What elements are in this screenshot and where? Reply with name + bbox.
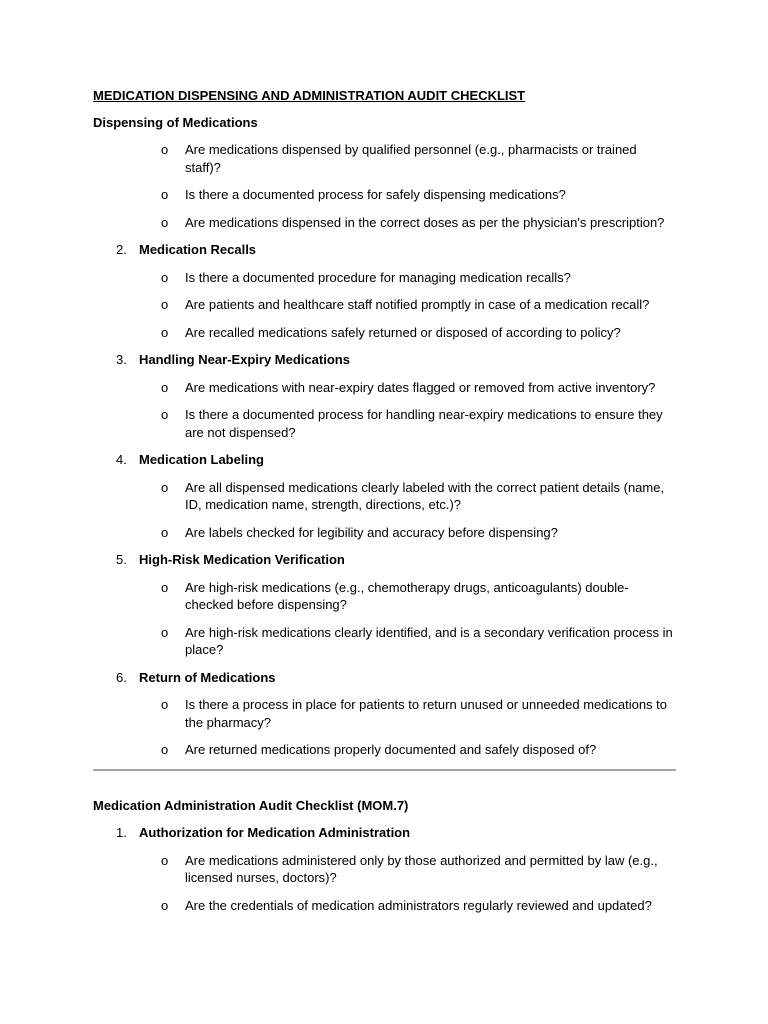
checklist-item — [93, 186, 676, 204]
checklist-item — [93, 524, 676, 542]
section-return — [93, 669, 676, 759]
checklist-item-text: Are high-risk medications clearly identified, and is a secondary verification process in place? — [185, 624, 673, 657]
bullet-mark: o — [161, 379, 169, 395]
checklist-item — [93, 479, 676, 514]
checklist-item — [93, 296, 676, 314]
checklist-item-text: Is there a process in place for patients to return unused or unneeded medications to the pharmacy? — [185, 697, 668, 730]
checklist-item — [93, 379, 676, 397]
bullet-mark: o — [161, 324, 169, 340]
checklist-item — [93, 897, 676, 915]
bullet-mark: o — [161, 852, 169, 868]
checklist-item-text: Are returned medications properly documented and safely disposed of? — [185, 742, 597, 757]
section-heading: Return of Medications — [139, 669, 276, 685]
section-number: 3. — [116, 352, 127, 367]
checklist-item-text: Is there a documented process for handling near-expiry medications to ensure they are not dispensed? — [185, 407, 663, 440]
bullet-mark: o — [161, 579, 169, 595]
section-heading: Medication Labeling — [139, 452, 264, 467]
section-number: 4. — [116, 452, 127, 467]
checklist-item-text: Are medications administered only by those authorized and permitted by law (e.g., licensed nurses, doctors)? — [185, 852, 658, 885]
bullet-mark: o — [161, 297, 169, 312]
administration-group — [93, 797, 676, 915]
section-number: 5. — [116, 552, 127, 567]
dispensing-group — [93, 114, 676, 232]
checklist-item — [93, 852, 676, 887]
checklist-item-text: Are patients and healthcare staff notified promptly in case of a medication recall? — [185, 297, 650, 312]
checklist-item — [93, 269, 676, 287]
checklist-item-text: Are labels checked for legibility and accuracy before dispensing? — [185, 524, 558, 540]
section-number: 6. — [116, 669, 127, 685]
bullet-mark: o — [161, 624, 169, 640]
bullet-mark: o — [161, 269, 169, 285]
numbered-heading — [93, 241, 676, 259]
section-number: 2. — [116, 242, 127, 257]
bullet-mark: o — [161, 897, 169, 913]
bullet-mark: o — [161, 407, 169, 422]
section-number: 1. — [116, 825, 127, 840]
bullet-mark: o — [161, 697, 169, 712]
checklist-item — [93, 141, 676, 176]
section-heading: Medication Recalls — [139, 242, 257, 257]
checklist-item-text: Are high-risk medications (e.g., chemotherapy drugs, anticoagulants) double-checked before dispensing? — [185, 579, 629, 612]
bullet-mark: o — [161, 742, 169, 757]
checklist-item-text: Is there a documented process for safely dispensing medications? — [185, 187, 566, 202]
checklist-item — [93, 406, 676, 441]
checklist-item — [93, 741, 676, 759]
section-near-expiry — [93, 351, 676, 441]
numbered-heading — [93, 824, 676, 842]
checklist-item-text: Are all dispensed medications clearly labeled with the correct patient details (name, ID, medication name, strength, directions, etc.)? — [185, 479, 665, 512]
bullet-mark: o — [161, 479, 169, 495]
checklist-item-text: Are medications with near-expiry dates flagged or removed from active inventory? — [185, 379, 656, 395]
horizontal-rule — [93, 769, 676, 771]
checklist-item — [93, 324, 676, 342]
section-medication-recalls — [93, 241, 676, 341]
document-page — [93, 87, 676, 924]
checklist-item-text: Are medications dispensed by qualified personnel (e.g., pharmacists or trained staff)? — [185, 142, 637, 175]
numbered-heading — [93, 669, 676, 687]
numbered-heading — [93, 351, 676, 369]
checklist-item-text: Is there a documented procedure for managing medication recalls? — [185, 269, 571, 285]
numbered-heading — [93, 451, 676, 469]
section-heading: Authorization for Medication Administration — [139, 825, 411, 840]
checklist-item — [93, 696, 676, 731]
section-heading: High-Risk Medication Verification — [139, 552, 345, 567]
bullet-mark: o — [161, 214, 169, 230]
bullet-mark: o — [161, 142, 169, 157]
bullet-mark: o — [161, 524, 169, 540]
checklist-item — [93, 214, 676, 232]
checklist-item — [93, 624, 676, 659]
section-heading: Handling Near-Expiry Medications — [139, 352, 350, 367]
document-title: MEDICATION DISPENSING AND ADMINISTRATION AUDIT CHECKLIST — [93, 88, 526, 103]
section-high-risk — [93, 551, 676, 659]
section-heading-administration: Medication Administration Audit Checklist (MOM.7) — [93, 797, 409, 813]
checklist-item-text: Are recalled medications safely returned or disposed of according to policy? — [185, 324, 621, 340]
numbered-heading — [93, 551, 676, 569]
checklist-item-text: Are medications dispensed in the correct doses as per the physician's prescription? — [185, 214, 665, 230]
bullet-mark: o — [161, 187, 169, 202]
checklist-item-text: Are the credentials of medication administrators regularly reviewed and updated? — [185, 897, 652, 913]
checklist-item — [93, 579, 676, 614]
section-labeling — [93, 451, 676, 541]
section-heading-dispensing: Dispensing of Medications — [93, 114, 258, 130]
